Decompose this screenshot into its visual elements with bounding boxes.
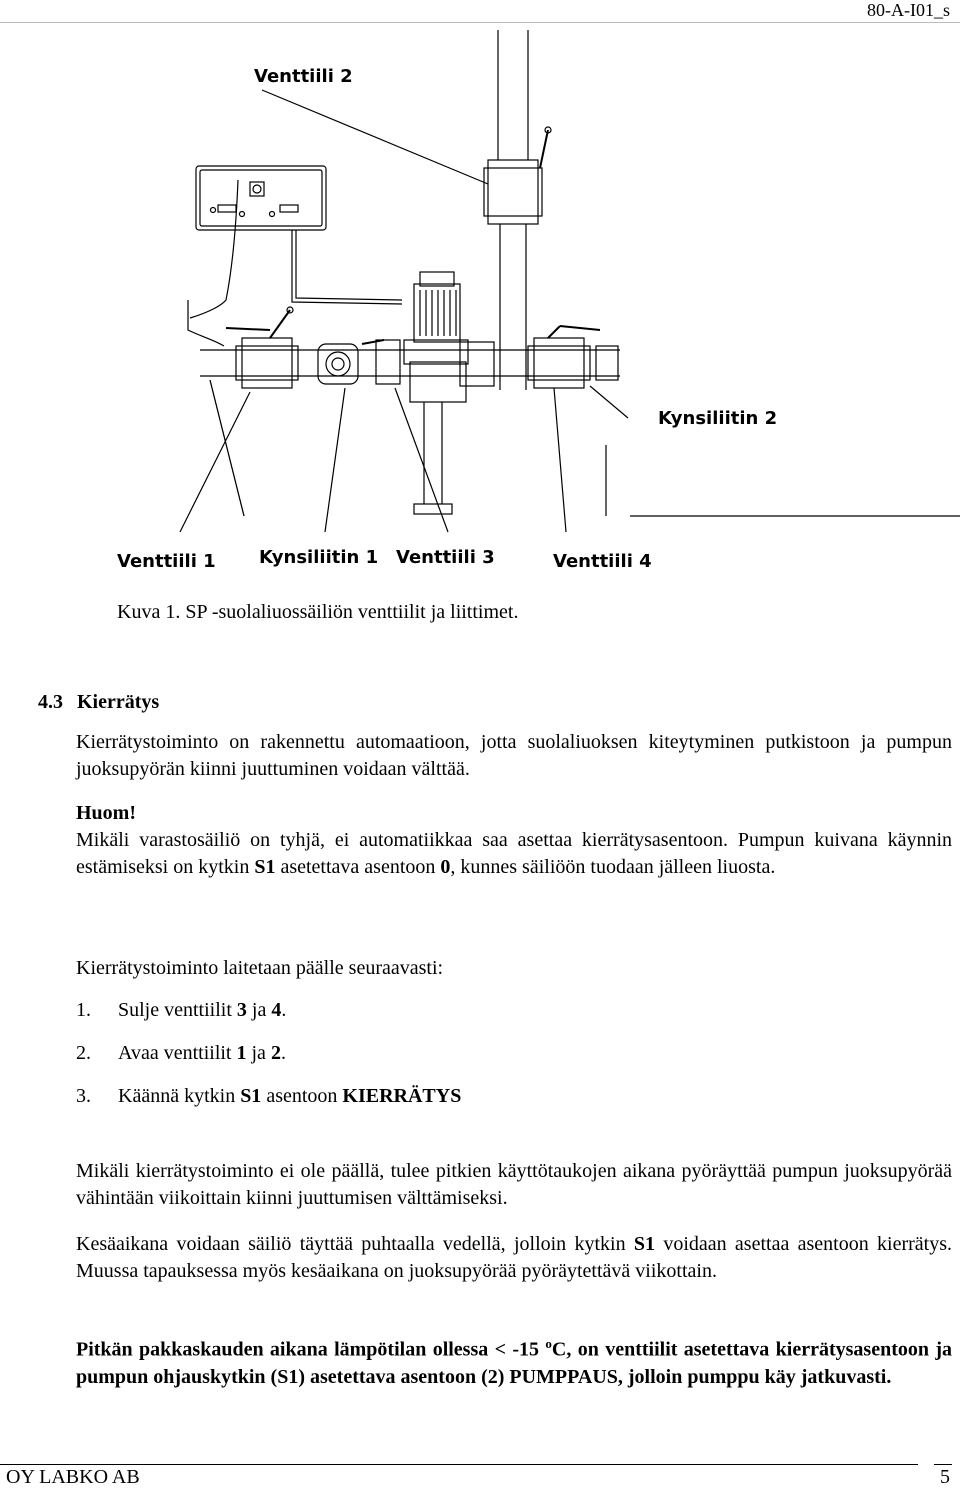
footer-company: OY LABKO AB — [6, 1466, 140, 1488]
label-venttiili-4: Venttiili 4 — [553, 551, 652, 572]
step-item: 1. Sulje venttiilit 3 ja 4. — [76, 999, 287, 1021]
label-venttiili-1: Venttiili 1 — [117, 551, 216, 572]
intro-paragraph: Kierrätystoiminto on rakennettu automaatioon, jotta suolaliuoksen kiteytyminen putkistoon ja pumpun juoksupyörän kiinni juuttuminen voidaan välttää. — [76, 731, 952, 780]
label-venttiili-2: Venttiili 2 — [254, 66, 353, 87]
label-kynsiliitin-1: Kynsiliitin 1 — [259, 547, 379, 568]
document-code: 80-A-I01_s — [867, 0, 950, 20]
maintenance-paragraph: Mikäli kierrätystoiminto ei ole päällä, tulee pitkien käyttötaukojen aikana pyöräyttää pumpun juoksupyörää vähintään viikoittain kiinni juuttumisen välttämiseksi. — [76, 1160, 952, 1209]
section-number: 4.3 — [38, 691, 63, 713]
note-text: Mikäli varastosäiliö on tyhjä, ei automatiikkaa saa asettaa kierrätysasentoon. Pumpun kuivana käynnin estämiseksi on kytkin S1 asetettava asentoon 0, kunnes säiliöön tuodaan jälleen liuosta. — [76, 829, 952, 878]
footer-page-number: 5 — [940, 1466, 950, 1488]
section-title: Kierrätys — [77, 691, 160, 713]
step-item: 2. Avaa venttiilit 1 ja 2. — [76, 1042, 286, 1064]
label-kynsiliitin-2: Kynsiliitin 2 — [658, 408, 778, 429]
section-heading — [38, 691, 159, 714]
note-label: Huom! — [76, 802, 136, 824]
step-item: 3. Käännä kytkin S1 asentoon KIERRÄTYS — [76, 1085, 462, 1107]
figure-caption: Kuva 1. SP -suolaliuossäiliön venttiilit ja liittimet. — [117, 601, 519, 623]
steps-intro: Kierrätystoiminto laitetaan päälle seuraavasti: — [76, 957, 444, 979]
header-rule — [0, 22, 960, 23]
summer-paragraph: Kesäaikana voidaan säiliö täyttää puhtaalla vedellä, jolloin kytkin S1 voidaan asettaa asentoon kierrätys. Muussa tapauksessa myös kesäaikana on juoksupyörää pyöräytettävä viikottain. — [76, 1233, 952, 1282]
winter-warning: Pitkän pakkaskauden aikana lämpötilan ollessa < -15 $^o$C, on venttiilit asetettava kierrätysasentoon ja pumpun ohjauskytkin (S1) asetettava asentoon (2) PUMPPAUS, jolloin pumppu käy jatkuvasti. — [76, 1336, 952, 1388]
valve-diagram — [0, 30, 960, 590]
steps-list — [76, 997, 461, 1126]
note-block — [76, 800, 952, 881]
label-venttiili-3: Venttiili 3 — [396, 547, 495, 568]
footer-rule — [0, 1464, 918, 1465]
footer-rule-page — [934, 1464, 952, 1465]
